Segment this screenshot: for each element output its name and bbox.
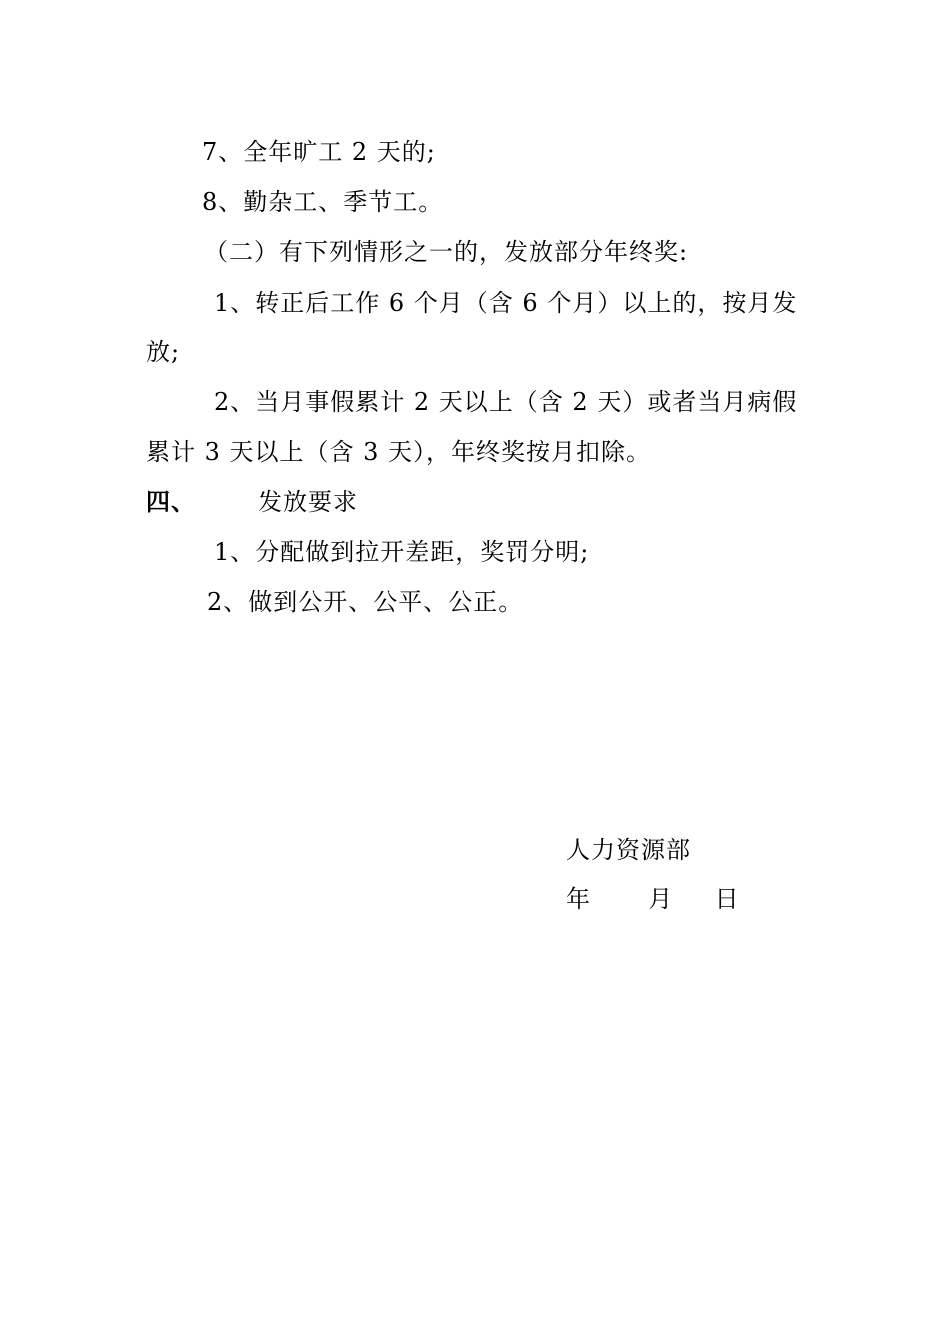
section-heading-2: （二）有下列情形之一的，发放部分年终奖: [204,238,689,266]
rule-1-line-1: 1、转正后工作 6 个月（含 6 个月）以上的，按月发 [214,289,798,317]
signature-day: 日 [714,885,740,913]
signature-year: 年 [566,885,591,913]
section-4-number: 四、 [146,487,196,516]
requirement-2: 2、做到公开、公平、公正。 [207,588,524,616]
rule-2-line-1: 2、当月事假累计 2 天以上（含 2 天）或者当月病假 [214,388,798,416]
list-item-7: 7、全年旷工 2 天的; [202,138,436,166]
rule-1-line-2: 放; [146,338,181,366]
requirement-1: 1、分配做到拉开差距，奖罚分明; [214,538,590,566]
rule-2-line-2: 累计 3 天以上（含 3 天），年终奖按月扣除。 [146,438,652,466]
list-item-8: 8、勤杂工、季节工。 [202,188,444,216]
signature-date [566,883,740,915]
section-4-title: 发放要求 [258,488,358,516]
signature-month: 月 [648,885,674,913]
signature-department: 人力资源部 [566,836,691,864]
